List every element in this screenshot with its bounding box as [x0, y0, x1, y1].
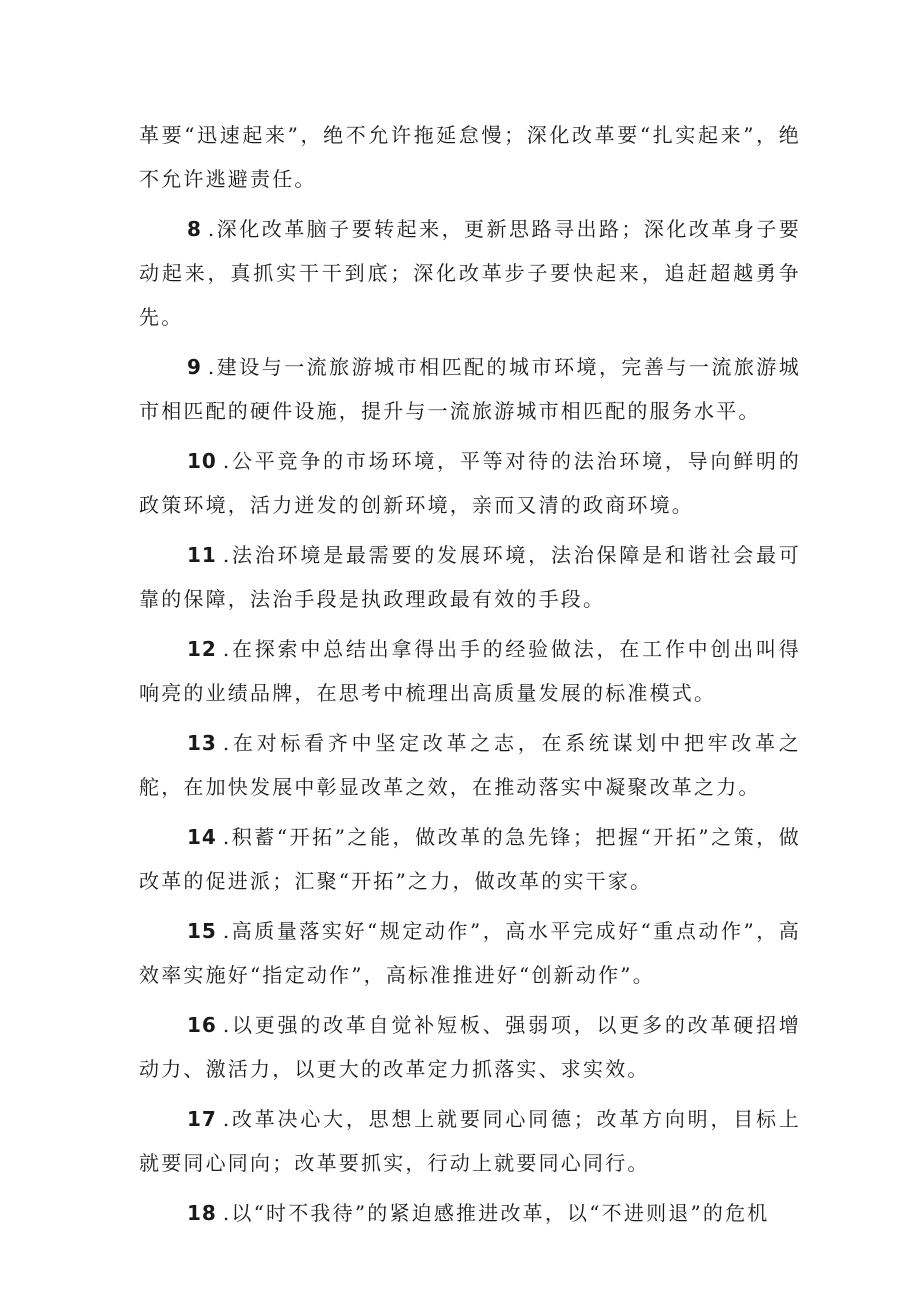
item-text: .以更强的改革自觉补短板、强弱项，以更多的改革硬招增动力、激活力，以更大的改革定力抓落实、求实效。: [139, 1013, 801, 1081]
item-text: .积蓄“开拓”之能，做改革的急先锋；把握“开拓”之策，做改革的促进派；汇聚“开拓”之力，做改革的实干家。: [139, 825, 801, 893]
list-item: [139, 207, 801, 339]
item-number: 16: [187, 1013, 217, 1037]
item-number: 12: [187, 637, 217, 661]
item-number: 14: [187, 825, 217, 849]
item-text: .在探索中总结出拿得出手的经验做法，在工作中创出叫得响亮的业绩品牌，在思考中梳理出高质量发展的标准模式。: [139, 637, 801, 705]
list-item: [139, 1191, 801, 1235]
list-item: [139, 627, 801, 715]
item-text: .建设与一流旅游城市相匹配的城市环境，完善与一流旅游城市相匹配的硬件设施，提升与一流旅游城市相匹配的服务水平。: [139, 355, 801, 423]
item-text: .法治环境是最需要的发展环境，法治保障是和谐社会最可靠的保障，法治手段是执政理政最有效的手段。: [139, 543, 801, 611]
list-item: [139, 721, 801, 809]
list-item: [139, 815, 801, 903]
list-item: [139, 909, 801, 997]
item-number: 17: [187, 1107, 217, 1131]
list-item: [139, 439, 801, 527]
item-number: 10: [187, 449, 217, 473]
item-number: 11: [187, 543, 217, 567]
item-number: 15: [187, 919, 217, 943]
item-text: .在对标看齐中坚定改革之志，在系统谋划中把牢改革之舵，在加快发展中彰显改革之效，在推动落实中凝聚改革之力。: [139, 731, 801, 799]
item-number: 9: [187, 355, 202, 379]
list-item: [139, 345, 801, 433]
list-item: [139, 1097, 801, 1185]
list-item: [139, 1003, 801, 1091]
continuation-paragraph: 革要“迅速起来”，绝不允许拖延怠慢；深化改革要“扎实起来”，绝不允许逃避责任。: [139, 123, 801, 191]
item-text: .公平竞争的市场环境，平等对待的法治环境，导向鲜明的政策环境，活力迸发的创新环境，亲而又清的政商环境。: [139, 449, 801, 517]
item-text: .高质量落实好“规定动作”，高水平完成好“重点动作”，高效率实施好“指定动作”，高标准推进好“创新动作”。: [139, 919, 801, 987]
item-text: .改革决心大，思想上就要同心同德；改革方向明，目标上就要同心同向；改革要抓实，行动上就要同心同行。: [139, 1107, 801, 1175]
list-item: [139, 533, 801, 621]
item-number: 18: [187, 1201, 217, 1225]
item-number: 13: [187, 731, 217, 755]
item-text: .以“时不我待”的紧迫感推进改革，以“不进则退”的危机: [222, 1201, 770, 1225]
item-text: .深化改革脑子要转起来，更新思路寻出路；深化改革身子要动起来，真抓实干干到底；深化改革步子要快起来，追赶超越勇争先。: [139, 217, 801, 329]
item-number: 8: [187, 217, 202, 241]
document-body: [139, 113, 801, 1241]
